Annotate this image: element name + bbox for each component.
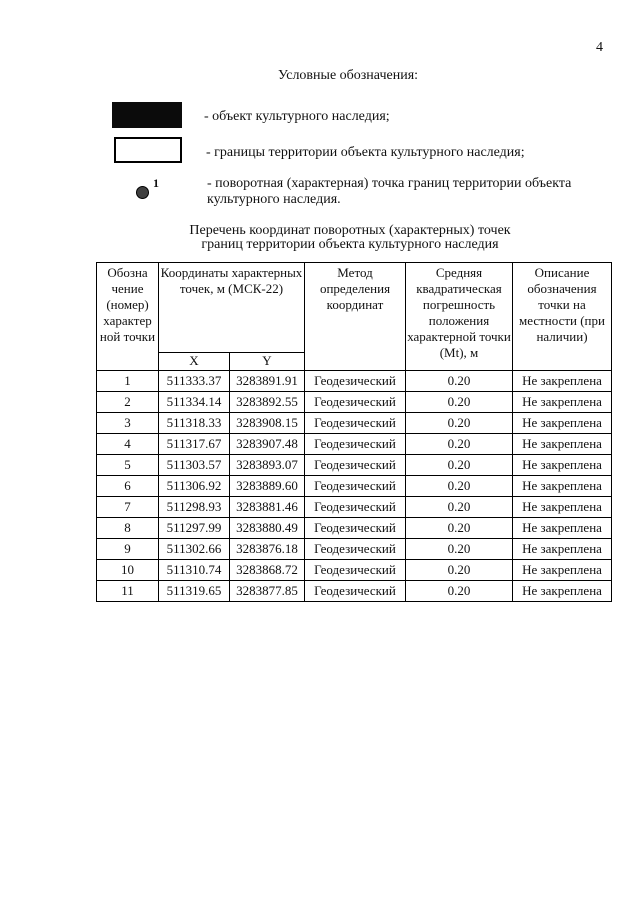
description-cell: Не закреплена [513,560,612,581]
header-description: Описание обозначения точки на местности (при наличии) [513,263,612,371]
table-title-line1: Перечень координат поворотных (характерных) точек [189,223,511,238]
y-coordinate-cell: 3283907.48 [230,434,305,455]
description-cell: Не закреплена [513,371,612,392]
method-cell: Геодезический [305,497,406,518]
y-coordinate-cell: 3283881.46 [230,497,305,518]
x-coordinate-cell: 511319.65 [159,581,230,602]
point-number-cell: 5 [97,455,159,476]
y-coordinate-cell: 3283877.85 [230,581,305,602]
header-method: Метод определения координат [305,263,406,371]
x-coordinate-cell: 511306.92 [159,476,230,497]
legend-outline-text: - границы территории объекта культурного наследия; [206,145,525,160]
method-cell: Геодезический [305,455,406,476]
table-row [97,560,612,581]
error-cell: 0.20 [406,392,513,413]
table-row [97,518,612,539]
x-coordinate-cell: 511298.93 [159,497,230,518]
description-cell: Не закреплена [513,434,612,455]
legend-black-swatch [112,102,182,128]
point-number-cell: 9 [97,539,159,560]
description-cell: Не закреплена [513,539,612,560]
header-point: Обозна чение (номер) характер ной точки [97,263,159,371]
x-coordinate-cell: 511317.67 [159,434,230,455]
table-row [97,371,612,392]
table-row [97,455,612,476]
error-cell: 0.20 [406,476,513,497]
error-cell: 0.20 [406,518,513,539]
x-coordinate-cell: 511333.37 [159,371,230,392]
x-coordinate-cell: 511310.74 [159,560,230,581]
point-number-cell: 1 [97,371,159,392]
method-cell: Геодезический [305,518,406,539]
error-cell: 0.20 [406,413,513,434]
y-coordinate-cell: 3283891.91 [230,371,305,392]
method-cell: Геодезический [305,392,406,413]
header-y: Y [230,353,305,371]
y-coordinate-cell: 3283889.60 [230,476,305,497]
point-number-cell: 11 [97,581,159,602]
table-row [97,539,612,560]
method-cell: Геодезический [305,476,406,497]
error-cell: 0.20 [406,581,513,602]
point-number-cell: 10 [97,560,159,581]
error-cell: 0.20 [406,371,513,392]
point-number-cell: 4 [97,434,159,455]
table-row [97,497,612,518]
y-coordinate-cell: 3283876.18 [230,539,305,560]
method-cell: Геодезический [305,413,406,434]
coordinates-table [96,262,612,602]
table-row [97,476,612,497]
description-cell: Не закреплена [513,581,612,602]
legend-point-icon [136,186,149,199]
table-row [97,581,612,602]
description-cell: Не закреплена [513,497,612,518]
x-coordinate-cell: 511302.66 [159,539,230,560]
description-cell: Не закреплена [513,518,612,539]
method-cell: Геодезический [305,434,406,455]
table-title-line2: границ территории объекта культурного наследия [201,237,499,252]
error-cell: 0.20 [406,539,513,560]
table-title [150,224,550,252]
error-cell: 0.20 [406,497,513,518]
header-coords: Координаты характерных точек, м (МСК-22) [159,263,305,353]
y-coordinate-cell: 3283880.49 [230,518,305,539]
method-cell: Геодезический [305,539,406,560]
table-row [97,434,612,455]
point-number-cell: 8 [97,518,159,539]
table-row [97,413,612,434]
description-cell: Не закреплена [513,476,612,497]
point-number-cell: 6 [97,476,159,497]
description-cell: Не закреплена [513,455,612,476]
legend-black-text: - объект культурного наследия; [204,109,390,124]
y-coordinate-cell: 3283868.72 [230,560,305,581]
method-cell: Геодезический [305,581,406,602]
legend-outline-swatch [114,137,182,163]
method-cell: Геодезический [305,560,406,581]
y-coordinate-cell: 3283893.07 [230,455,305,476]
header-x: X [159,353,230,371]
table-body [97,371,612,602]
method-cell: Геодезический [305,371,406,392]
x-coordinate-cell: 511297.99 [159,518,230,539]
legend-point-text: - поворотная (характерная) точка границ территории объекта культурного наследия. [207,176,572,207]
error-cell: 0.20 [406,434,513,455]
y-coordinate-cell: 3283908.15 [230,413,305,434]
x-coordinate-cell: 511318.33 [159,413,230,434]
header-error: Средняя квадратическая погрешность положения характерной точки (Mt), м [406,263,513,371]
x-coordinate-cell: 511303.57 [159,455,230,476]
legend-point-label: 1 [153,176,159,190]
legend-title: Условные обозначения: [278,68,419,83]
description-cell: Не закреплена [513,413,612,434]
error-cell: 0.20 [406,560,513,581]
point-number-cell: 2 [97,392,159,413]
x-coordinate-cell: 511334.14 [159,392,230,413]
point-number-cell: 7 [97,497,159,518]
y-coordinate-cell: 3283892.55 [230,392,305,413]
description-cell: Не закреплена [513,392,612,413]
page-number: 4 [596,40,603,55]
table-row [97,392,612,413]
error-cell: 0.20 [406,455,513,476]
point-number-cell: 3 [97,413,159,434]
